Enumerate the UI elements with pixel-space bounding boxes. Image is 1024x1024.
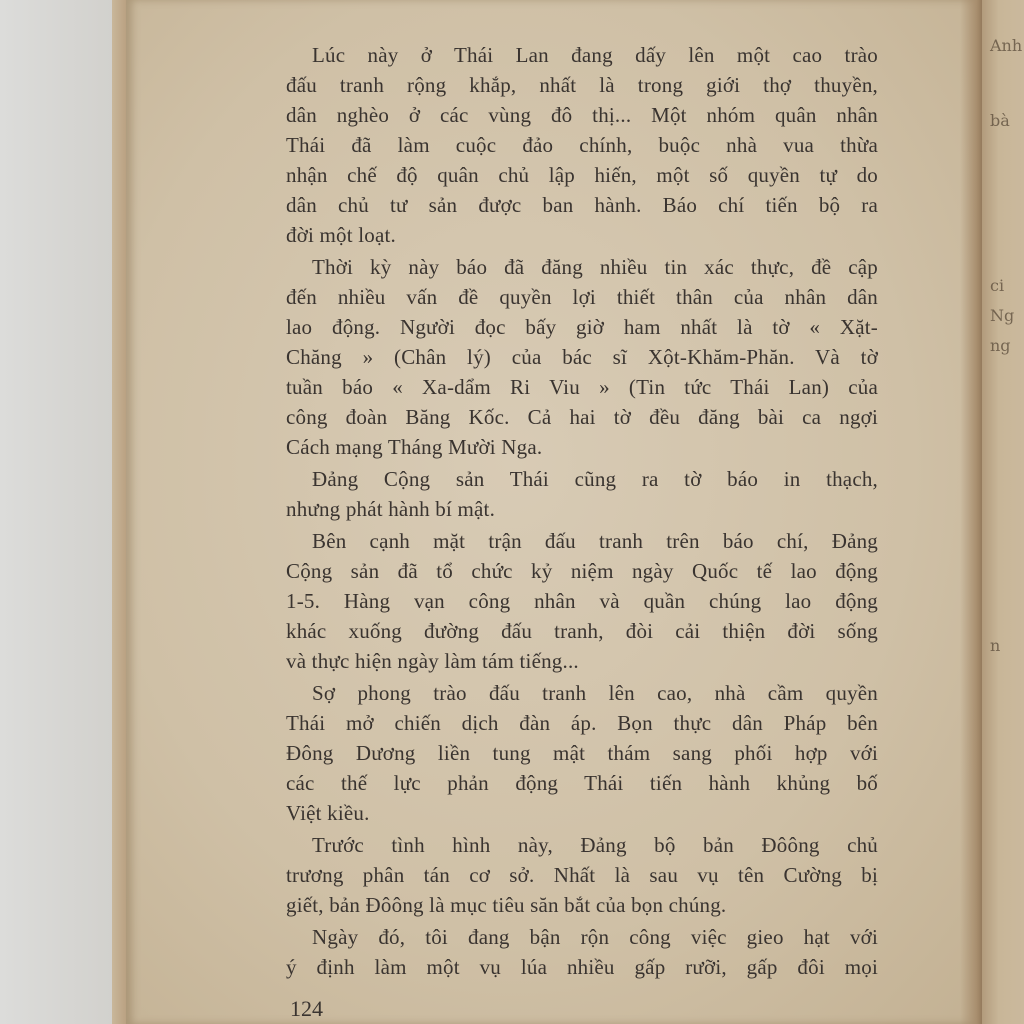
text-line: các thế lực phản động Thái tiến hành khủng bố: [286, 771, 878, 795]
text-line: Thời kỳ này báo đã đăng nhiều tin xác thực, đề cập: [312, 255, 878, 279]
book-gutter: [960, 0, 984, 1024]
text-line: Thái đã làm cuộc đảo chính, buộc nhà vua thừa: [286, 133, 878, 157]
paragraph-7: [286, 922, 878, 982]
text-line: Sợ phong trào đấu tranh lên cao, nhà cầm quyền: [312, 681, 878, 705]
text-line: Trước tình hình này, Đảng bộ bản Đôông chủ: [312, 833, 878, 857]
text-line: 1-5. Hàng vạn công nhân và quần chúng lao động: [286, 589, 878, 613]
paragraph-1: [286, 40, 878, 250]
next-page-fragment: ci: [990, 276, 1005, 295]
text-line: Cách mạng Tháng Mười Nga.: [286, 435, 543, 459]
page-body-text: [286, 40, 878, 984]
paragraph-4: [286, 526, 878, 676]
text-line: Ngày đó, tôi đang bận rộn công việc gieo hạt với: [312, 925, 878, 949]
text-line: Cộng sản đã tổ chức kỷ niệm ngày Quốc tế lao động: [286, 559, 878, 583]
text-line: đấu tranh rộng khắp, nhất là trong giới thợ thuyền,: [286, 73, 878, 97]
text-line: khác xuống đường đấu tranh, đòi cải thiện đời sống: [286, 619, 878, 643]
text-line: giết, bản Đôông là mục tiêu săn bắt của bọn chúng.: [286, 893, 727, 917]
next-page-fragment: n: [990, 636, 1001, 655]
text-line: ý định làm một vụ lúa nhiều gấp rưỡi, gấp đôi mọi: [286, 955, 878, 979]
text-line: tuần báo « Xa-dẩm Ri Viu » (Tin tức Thái Lan) của: [286, 375, 878, 399]
paragraph-6: [286, 830, 878, 920]
text-line: Việt kiều.: [286, 801, 370, 825]
paragraph-3: [286, 464, 878, 524]
text-line: nhận chế độ quân chủ lập hiến, một số quyền tự do: [286, 163, 878, 187]
text-line: nhưng phát hành bí mật.: [286, 497, 496, 521]
next-page-fragment: Ng: [990, 306, 1015, 325]
text-line: Thái mở chiến dịch đàn áp. Bọn thực dân Pháp bên: [286, 711, 878, 735]
text-line: công đoàn Băng Kốc. Cả hai tờ đều đăng bài ca ngợi: [286, 405, 878, 429]
text-line: đời một loạt.: [286, 223, 396, 247]
page-number: 124: [290, 996, 323, 1021]
text-line: dân chủ tư sản được ban hành. Báo chí tiến bộ ra: [286, 193, 878, 217]
text-line: Đông Dương liền tung mật thám sang phối hợp với: [286, 741, 878, 765]
text-line: Bên cạnh mặt trận đấu tranh trên báo chí, Đảng: [312, 529, 878, 553]
text-line: trương phân tán cơ sở. Nhất là sau vụ tên Cường bị: [286, 863, 878, 887]
text-line: Lúc này ở Thái Lan đang dấy lên một cao trào: [312, 43, 878, 67]
next-page-fragment: ng: [990, 336, 1011, 355]
text-line: và thực hiện ngày làm tám tiếng...: [286, 649, 579, 673]
text-line: lao động. Người đọc bấy giờ ham nhất là tờ « Xặt-: [286, 315, 878, 339]
paragraph-5: [286, 678, 878, 828]
text-line: đến nhiều vấn đề quyền lợi thiết thân của nhân dân: [286, 285, 878, 309]
next-page-fragment: Anh: [990, 36, 1023, 55]
next-page-fragment: bà: [990, 111, 1010, 130]
paragraph-2: [286, 252, 878, 462]
text-line: Đảng Cộng sản Thái cũng ra tờ báo in thạch,: [312, 467, 878, 491]
text-line: dân nghèo ở các vùng đô thị... Một nhóm quân nhân: [286, 103, 878, 127]
text-line: Chăng » (Chân lý) của bác sĩ Xột-Khăm-Phăn. Và tờ: [286, 345, 878, 369]
next-page-edge: [982, 0, 1024, 1024]
